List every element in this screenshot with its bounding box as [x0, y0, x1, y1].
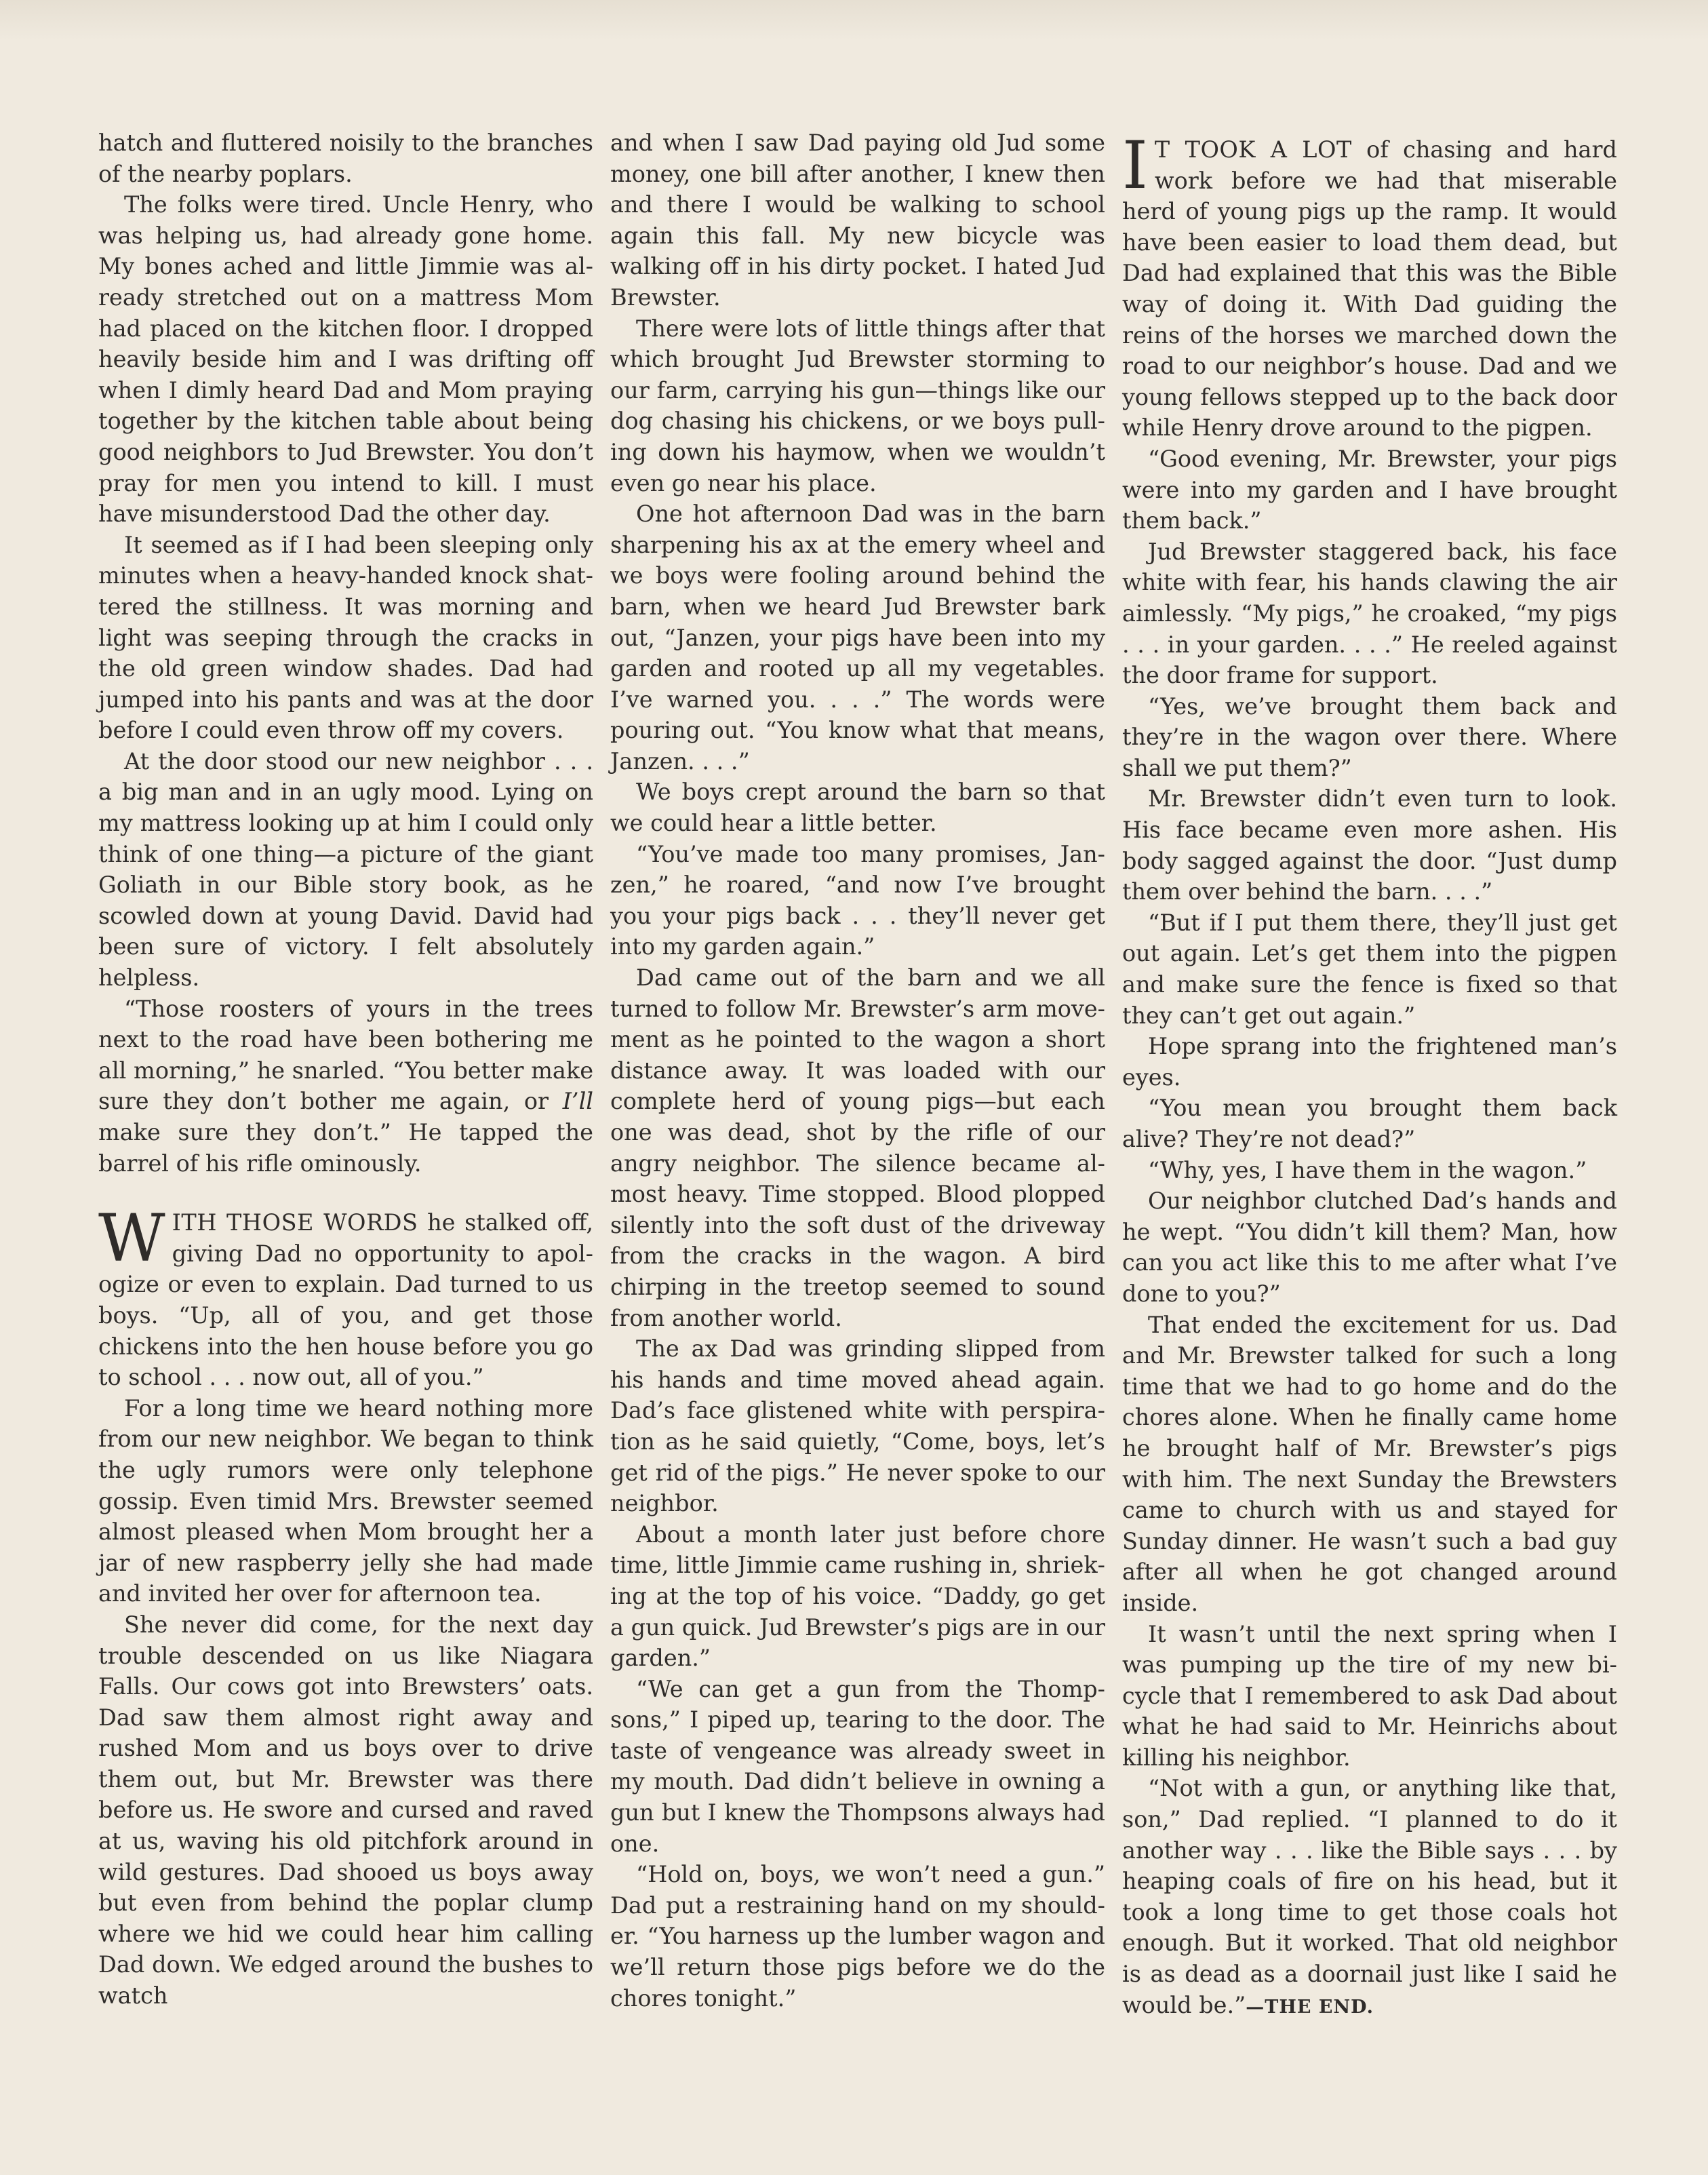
- paragraph: There were lots of little things after that which brought Jud Brewster storming to our farm, carrying his gun—things like our dog chasing his chickens, or we boys pulling down his haymow, when we wouldn’t even go near his place.: [610, 315, 1105, 496]
- text-run: he stalked off, giving Dad no opportunity to apologize or even to explain. Dad turned to us boys. “Up, all of you, and get those chickens into the hen house before you go to school . . . now out, all of you.”: [98, 1209, 593, 1391]
- paragraph: “Why, yes, I have them in the wagon.”: [1148, 1156, 1587, 1183]
- paragraph: The folks were tired. Uncle Henry, who was helping us, had already gone home. My bones ached and little Jimmie was already stretched out on a mattress Mom had placed on the kitchen floor. I dropped heavily beside him and I was drifting off when I dimly heard Dad and Mom praying together by the kitchen table about being good neighbors to Jud Brewster. You don’t pray for men you intend to kill. I must have misunderstood Dad the other day.: [98, 191, 593, 528]
- paragraph: Dad came out of the barn and we all turned to follow Mr. Brewster’s arm movement as he pointed to the wagon a short distance away. It was loaded with our complete herd of young pigs—but each one was dead, shot by the rifle of our angry neighbor. The silence became almost heavy. Time stopped. Blood plopped silently into the soft dust of the driveway from the cracks in the wagon. A bird chirping in the treetop seemed to sound from another world.: [610, 964, 1105, 1331]
- italic-emphasis: I’ll: [562, 1088, 593, 1115]
- text-run: “Those roosters of yours in the trees next to the road have been bothering me all morning,” he snarled. “You better make sure they don’t bother me again, or: [98, 995, 594, 1115]
- paragraph: At the door stood our new neighbor . . . a big man and in an ugly mood. Lying on my mattress looking up at him I could only think of one thing—a picture of the giant Goliath in our Bible story book, as he scowled down at young David. David had been sure of victory. I felt absolutely helpless.: [98, 747, 593, 992]
- section-start-paragraph: [98, 1200, 593, 1393]
- paragraph: It wasn’t until the next spring when I was pumping up the tire of my new bicycle that I remembered to ask Dad about what he had said to Mr. Heinrichs about killing his neighbor.: [1122, 1620, 1617, 1771]
- end-mark: —THE END.: [1246, 1996, 1374, 2018]
- paragraph: Hope sprang into the frightened man’s eyes.: [1122, 1033, 1617, 1091]
- text-column-1: [98, 128, 593, 2012]
- paragraph: “Hold on, boys, we won’t need a gun.” Dad put a restraining hand on my shoulder. “You harness up the lumber wagon and we’ll return those pigs before we do the chores tonight.”: [610, 1861, 1105, 2012]
- page-top-edge: [0, 0, 1708, 41]
- paragraph: “Good evening, Mr. Brewster, your pigs were into my garden and I have brought them back.”: [1122, 445, 1617, 534]
- paragraph-rooster-quote: [98, 994, 593, 1179]
- paragraph: The ax Dad was grinding slipped from his hands and time moved ahead again. Dad’s face glistened white with perspiration as he said quietly, “Come, boys, let’s get rid of the pigs.” He never spoke to our neighbor.: [610, 1335, 1105, 1517]
- drop-cap: W: [98, 1200, 165, 1277]
- paragraph: For a long time we heard nothing more from our new neighbor. We began to think the ugly rumors were only telephone gossip. Even timid Mrs. Brewster seemed almost pleased when Mom brought her a jar of new raspberry jelly she had made and invited her over for afternoon tea.: [98, 1394, 593, 1607]
- paragraph: “You’ve made too many promises, Janzen,” he roared, “and now I’ve brought you your pigs back . . . they’ll never get into my garden again.”: [610, 840, 1105, 960]
- section-start-paragraph: [1122, 128, 1617, 444]
- paragraph: About a month later just before chore time, little Jimmie came rushing in, shrieking at the top of his voice. “Daddy, go get a gun quick. Jud Brewster’s pigs are in our garden.”: [610, 1521, 1105, 1672]
- paragraph: Our neighbor clutched Dad’s hands and he wept. “You didn’t kill them? Man, how can you act like this to me after what I’ve done to you?”: [1122, 1188, 1617, 1307]
- paragraph: One hot afternoon Dad was in the barn sharpening his ax at the emery wheel and we boys were fooling around behind the barn, when we heard Jud Brewster bark out, “Janzen, your pigs have been into my garden and rooted up all my vegetables. I’ve warned you. . . .” The words were pouring out. “You know what that means, Janzen. . . .”: [610, 501, 1105, 775]
- paragraph: “We can get a gun from the Thompsons,” I piped up, tearing to the door. The taste of vengeance was already sweet in my mouth. Dad didn’t believe in owning a gun but I knew the Thompsons always had one.: [610, 1675, 1105, 1857]
- drop-cap: I: [1122, 128, 1148, 203]
- text-column-2: [610, 128, 1105, 2014]
- section-lead-caps: T TOOK A LOT: [1154, 136, 1352, 163]
- paragraph: We boys crept around the barn so that we could hear a little better.: [610, 779, 1105, 837]
- paragraph: and when I saw Dad paying old Jud some money, one bill after another, I knew then and there I would be walking to school again this fall. My new bicycle was walking off in his dirty pocket. I hated Jud Brewster.: [610, 130, 1105, 311]
- text-column-3: [1122, 128, 1617, 2022]
- section-lead-caps: ITH THOSE WORDS: [172, 1209, 418, 1236]
- paragraph: hatch and fluttered noisily to the branches of the nearby poplars.: [98, 130, 593, 187]
- paragraph: “You mean you brought them back alive? They’re not dead?”: [1122, 1095, 1617, 1152]
- paragraph: “Yes, we’ve brought them back and they’re in the wagon over there. Where shall we put them?”: [1122, 692, 1617, 781]
- paragraph: That ended the excitement for us. Dad and Mr. Brewster talked for such a long time that we had to go home and do the chores alone. When he finally came home he brought half of Mr. Brewster’s pigs with him. The next Sunday the Brewsters came to church with us and stayed for Sunday dinner. He wasn’t such a bad guy after all when he got changed around inside.: [1122, 1311, 1617, 1616]
- paragraph: It seemed as if I had been sleeping only minutes when a heavy-handed knock shattered the stillness. It was morning and light was seeping through the cracks in the old green window shades. Dad had jumped into his pants and was at the door before I could even throw off my covers.: [98, 531, 593, 744]
- final-paragraph: [1122, 1773, 1617, 2022]
- text-run: of chasing and hard work before we had that miserable herd of young pigs up the ramp. It would have been easier to load them dead, but Dad had explained that this was the Bible way of doing it. With Dad guiding the reins of the horses we marched down the road to our neighbor’s house. Dad and we young fellows stepped up to the back door while Henry drove around to the pigpen.: [1122, 136, 1617, 442]
- text-run: “Not with a gun, or anything like that, son,” Dad replied. “I planned to do it another way . . . like the Bible says . . . by heaping coals of fire on his head, but it took a long time to get those coals hot enough. But it worked. That old neighbor is as dead as a doornail just like I said he would be.”: [1122, 1775, 1617, 2018]
- paragraph: “But if I put them there, they’ll just get out again. Let’s get them into the pigpen and make sure the fence is fixed so that they can’t get out again.”: [1122, 909, 1617, 1029]
- text-run: make sure they don’t.” He tapped the barrel of his rifle ominously.: [98, 1119, 593, 1177]
- paragraph: Jud Brewster staggered back, his face white with fear, his hands clawing the air aimlessly. “My pigs,” he croaked, “my pigs . . . in your garden. . . .” He reeled against the door frame for support.: [1122, 538, 1617, 689]
- paragraph: She never did come, for the next day trouble descended on us like Niagara Falls. Our cows got into Brewsters’ oats. Dad saw them almost right away and rushed Mom and us boys over to drive them out, but Mr. Brewster was there before us. He swore and cursed and raved at us, waving his old pitchfork around in wild gestures. Dad shooed us boys away but even from behind the poplar clump where we hid we could hear him calling Dad down. We edged around the bushes to watch: [98, 1611, 593, 2010]
- paragraph: Mr. Brewster didn’t even turn to look. His face became even more ashen. His body sagged against the door. “Just dump them over behind the barn. . . .”: [1122, 785, 1617, 905]
